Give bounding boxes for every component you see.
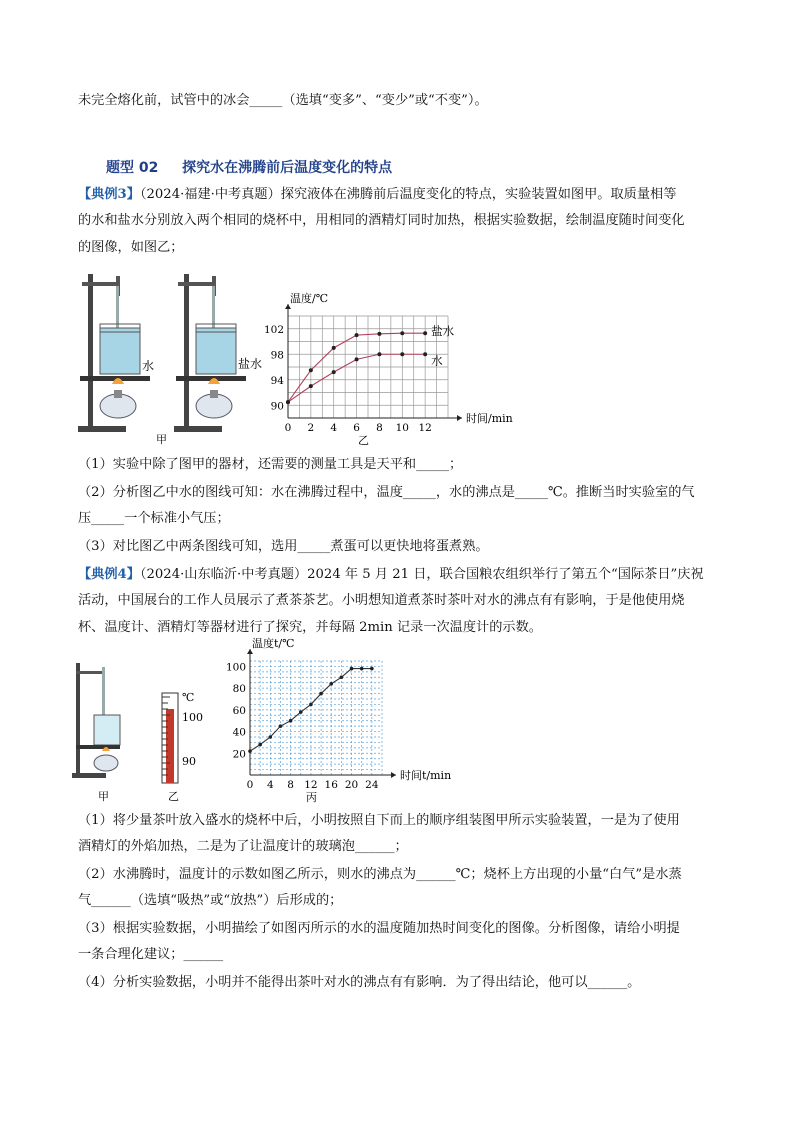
question4-1b: 酒精灯的外焰加热，二是为了让温度计的玻璃泡______； bbox=[78, 839, 408, 854]
caption-yi-2: 乙 bbox=[168, 790, 179, 803]
data-point bbox=[355, 357, 359, 361]
data-point bbox=[370, 667, 374, 671]
question4-3b: 一条合理化建议；______ bbox=[78, 947, 224, 962]
data-point bbox=[400, 352, 404, 356]
apparatus-saltwater bbox=[174, 274, 262, 432]
data-point bbox=[332, 346, 336, 350]
example3-line2: 的水和盐水分别放入两个相同的烧杯中，用相同的酒精灯同时加热，根据实验数据，绘制温度随时间变化 bbox=[78, 213, 685, 228]
x-tick-label: 0 bbox=[246, 779, 254, 791]
x-tick-label: 2 bbox=[307, 422, 315, 434]
data-point bbox=[423, 331, 427, 335]
question4-2b: 气______（选填“吸热”或“放热”）后形成的； bbox=[78, 893, 343, 908]
y-tick-label: 20 bbox=[232, 748, 246, 761]
caption-jia-2: 甲 bbox=[98, 790, 109, 803]
x-tick-label: 8 bbox=[376, 422, 383, 434]
data-point bbox=[279, 724, 283, 728]
chart-2 bbox=[226, 636, 451, 791]
question3-2b: 压_____一个标准小气压； bbox=[78, 511, 230, 526]
data-point bbox=[269, 735, 273, 739]
data-point bbox=[289, 719, 293, 723]
x-tick-label: 12 bbox=[304, 779, 318, 791]
data-point bbox=[355, 333, 359, 337]
x-axis-arrow bbox=[457, 415, 462, 421]
figure-2 bbox=[70, 637, 470, 805]
heading-label: 题型 02 bbox=[106, 160, 159, 176]
apparatus-tea bbox=[72, 663, 120, 803]
example3-tag: 【典例3】 bbox=[78, 187, 140, 202]
data-point bbox=[309, 703, 313, 707]
y-tick-label: 100 bbox=[225, 661, 246, 674]
intro-line: 未完全熔化前，试管中的冰会_____（选填“变多”、“变少”或“不变”）。 bbox=[78, 93, 488, 108]
data-point bbox=[350, 667, 354, 671]
example3-line1 bbox=[78, 186, 676, 204]
x-tick-label: 8 bbox=[287, 779, 294, 791]
question3-1: （1）实验中除了图甲的器材，还需要的测量工具是天平和_____； bbox=[78, 457, 463, 472]
y-tick-label: 40 bbox=[232, 726, 246, 739]
caption-bing: 丙 bbox=[306, 791, 317, 804]
x-axis-label: 时间t/min bbox=[400, 769, 452, 782]
y-tick-label: 90 bbox=[270, 400, 284, 413]
caption-jia: 甲 bbox=[156, 433, 167, 446]
example4-line2: 活动，中国展台的工作人员展示了煮茶茶艺。小明想知道煮茶时茶叶对水的沸点有有影响，于是他使用烧 bbox=[78, 593, 685, 608]
question4-1a: （1）将少量茶叶放入盛水的烧杯中后，小明按照自下而上的顺序组装图甲所示实验装置，一是为了使用 bbox=[78, 813, 680, 828]
y-tick-label: 98 bbox=[270, 349, 284, 362]
example4-line3: 杯、温度计、酒精灯等器材进行了探究，并每隔 2min 记录一次温度计的示数。 bbox=[78, 620, 542, 635]
data-point bbox=[258, 743, 262, 747]
example4-text: （2024·山东临沂·中考真题）2024 年 5 月 21 日，联合国粮农组织举行了第五个“国际茶日”庆祝 bbox=[139, 567, 704, 582]
example4-tag: 【典例4】 bbox=[78, 567, 140, 582]
section-heading bbox=[106, 157, 392, 177]
x-tick-label: 0 bbox=[284, 422, 292, 434]
figure-1 bbox=[70, 268, 530, 448]
x-tick-label: 6 bbox=[353, 422, 360, 434]
data-point bbox=[329, 682, 333, 686]
chart-1 bbox=[264, 291, 513, 434]
data-point bbox=[377, 332, 381, 336]
label-saltwater: 盐水 bbox=[238, 357, 263, 371]
x-tick-label: 12 bbox=[418, 422, 432, 434]
question3-3: （3）对比图乙中两条图线可知，选用_____煮蛋可以更快地将蛋煮熟。 bbox=[78, 539, 489, 554]
x-tick-label: 4 bbox=[330, 422, 338, 434]
x-tick-label: 10 bbox=[395, 422, 409, 434]
x-tick-label: 16 bbox=[324, 779, 338, 791]
series-label: 水 bbox=[431, 353, 443, 368]
heading-title: 探究水在沸腾前后温度变化的特点 bbox=[182, 160, 393, 176]
x-tick-label: 4 bbox=[266, 779, 274, 791]
y-axis-label: 温度t/℃ bbox=[252, 637, 295, 650]
label-water: 水 bbox=[142, 359, 155, 373]
question4-4: （4）分析实验数据，小明并不能得出茶叶对水的沸点有有影响．为了得出结论，他可以______。 bbox=[78, 975, 641, 990]
data-point bbox=[319, 692, 323, 696]
series-label: 盐水 bbox=[431, 324, 455, 339]
thermo-100: 100 bbox=[182, 711, 203, 724]
y-tick-label: 94 bbox=[270, 374, 284, 387]
thermometer-reading bbox=[162, 691, 203, 803]
data-point bbox=[332, 370, 336, 374]
x-tick-label: 20 bbox=[344, 779, 359, 791]
y-tick-label: 80 bbox=[232, 683, 246, 696]
x-tick-label: 24 bbox=[365, 779, 379, 791]
data-point bbox=[309, 368, 313, 372]
question4-3a: （3）根据实验数据，小明描绘了如图丙所示的水的温度随加热时间变化的图像。分析图像，请给小明提 bbox=[78, 921, 680, 936]
caption-yi: 乙 bbox=[358, 434, 369, 447]
data-point bbox=[248, 749, 252, 753]
y-tick-label: 60 bbox=[232, 704, 246, 717]
x-axis-arrow bbox=[391, 772, 396, 778]
data-point bbox=[299, 710, 303, 714]
data-point bbox=[377, 352, 381, 356]
apparatus-water bbox=[78, 274, 167, 446]
y-tick-label: 102 bbox=[263, 323, 284, 336]
data-point bbox=[400, 331, 404, 335]
question3-2a: （2）分析图乙中水的图线可知：水在沸腾过程中，温度_____，水的沸点是_____℃。推断当时实验室的气 bbox=[78, 485, 695, 500]
data-point bbox=[309, 384, 313, 388]
example3-line3: 的图像，如图乙； bbox=[78, 240, 184, 255]
example3-text: （2024·福建·中考真题）探究液体在沸腾前后温度变化的特点，实验装置如图甲。取质量相等 bbox=[139, 187, 677, 202]
question4-2a: （2）水沸腾时，温度计的示数如图乙所示，则水的沸点为______℃；烧杯上方出现的小量“白气”是水蒸 bbox=[78, 867, 682, 882]
thermo-unit: ℃ bbox=[182, 691, 195, 704]
x-axis-label: 时间/min bbox=[466, 412, 513, 425]
data-point bbox=[423, 352, 427, 356]
data-point bbox=[340, 675, 344, 679]
data-point bbox=[286, 400, 290, 404]
example4-line1 bbox=[78, 566, 704, 584]
y-axis-label: 温度/℃ bbox=[290, 292, 329, 305]
thermo-90: 90 bbox=[182, 755, 196, 768]
data-point bbox=[360, 667, 364, 671]
